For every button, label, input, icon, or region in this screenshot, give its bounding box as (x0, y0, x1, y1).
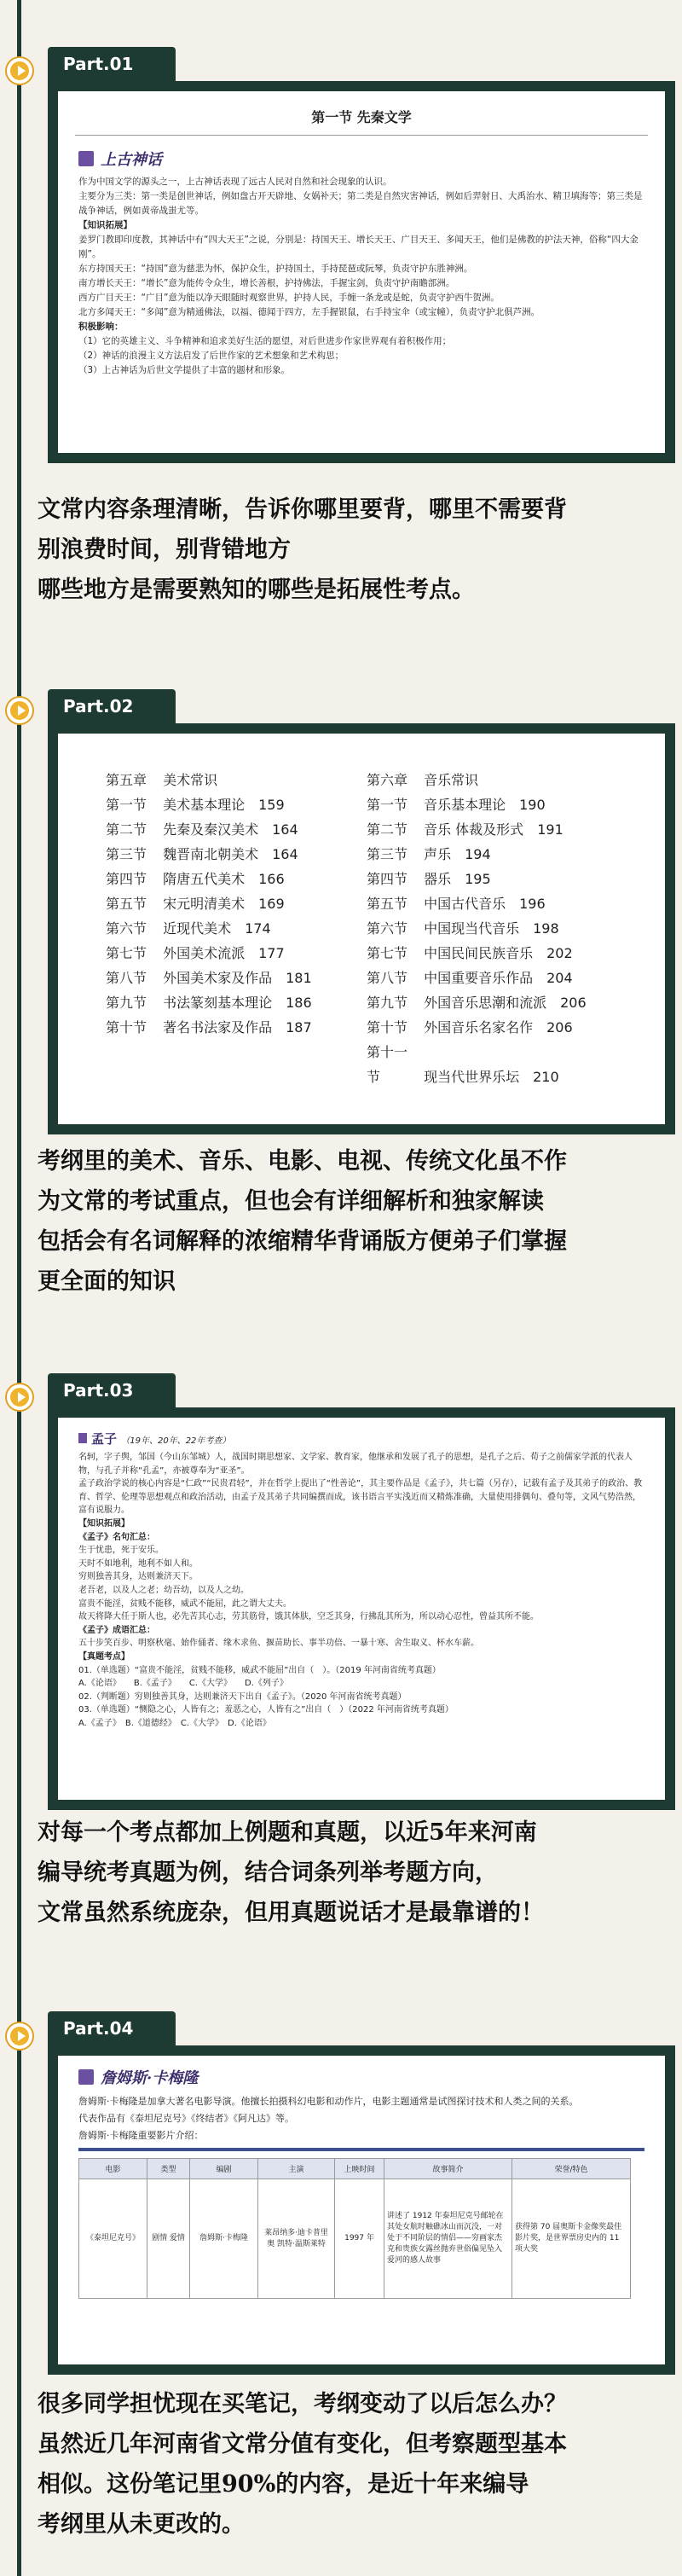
body-line: 《孟子》名句汇总： (78, 1532, 155, 1542)
toc-row: 第十节 外国音乐名家名作 206 (367, 1019, 573, 1036)
body-line: 生于忧患，死于安乐。 (78, 1546, 164, 1556)
body-line: 【知识拓展】 (78, 220, 132, 230)
caption-line: 为文常的考试重点，但也会有详细解析和独家解读 (38, 1188, 544, 1215)
body-line: 老吾老，以及人之老；幼吾幼，以及人之幼。 (78, 1585, 249, 1595)
body-line: 五十步笑百步、明察秋毫、始作俑者、缘木求鱼、揠苗助长、事半功倍、一暴十寒、舍生取义、杯水车薪。 (78, 1639, 479, 1649)
body-line: 主要分为三类：第一类是创世神话，例如盘古开天辟地、女娲补天；第二类是自然灾害神话，例如后羿射日、大禹治水、精卫填海等；第三类是战争神话，例如黄帝战蚩尤等。 (78, 191, 643, 216)
body-line: 穷则独善其身，达则兼济天下。 (78, 1572, 198, 1582)
caption-line: 文常内容条理清晰，告诉你哪里要背，哪里不需要背 (38, 496, 567, 523)
caption-line: 编导统考真题为例，结合词条列举考题方向， (38, 1859, 498, 1886)
toc-row: 第七节 中国民间民族音乐 202 (367, 945, 573, 961)
toc-row: 第七节 外国美术流派 177 (106, 945, 285, 961)
doc-body (58, 1451, 665, 1730)
toc-row: 第十一节 现当代世界乐坛 210 (367, 1044, 559, 1085)
caption-line: 虽然近几年河南省文常分值有变化，但考察题型基本 (38, 2431, 567, 2457)
body-line: （1）它的英雄主义、斗争精神和追求美好生活的愿望，对后世进步作家世界观有着积极作用； (78, 336, 452, 346)
body-line: 北方多闻天王：“多闻”意为精通佛法，以福、德闻于四方，左手握银鼠，右手持宝伞（或宝幢），负责守护北俱芦洲。 (78, 307, 540, 317)
divider (78, 2148, 644, 2151)
toc-row: 第三节 魏晋南北朝美术 164 (106, 846, 298, 862)
part-tab: Part.04 (48, 2011, 176, 2045)
part-01-frame (48, 81, 675, 463)
body-line: 天时不如地利，地利不如人和。 (78, 1558, 198, 1569)
doc-title: 第一节 先秦文学 (75, 91, 648, 136)
doc-body (58, 2093, 665, 2144)
toc-row: 第三节 声乐 194 (367, 846, 491, 862)
body-line: 东方持国天王：“持国”意为慈悲为怀，保护众生，护持国土，手持琵琶或阮琴，负责守护东胜神洲。 (78, 264, 473, 274)
toc-row: 第一节 音乐基本理论 190 (367, 797, 546, 813)
toc-row: 第六章 音乐常识 (367, 772, 479, 788)
toc-row: 第六节 近现代美术 174 (106, 920, 271, 937)
caption-line: 更全面的知识 (38, 1268, 176, 1295)
caption-line: 很多同学担忧现在买笔记，考纲变动了以后怎么办？ (38, 2391, 567, 2417)
play-circle-icon (7, 698, 32, 723)
caption-line: 哪些地方是需要熟知的哪些是拓展性考点。 (38, 577, 475, 603)
toc-row: 第八节 中国重要音乐作品 204 (367, 970, 573, 986)
toc-row: 第八节 外国美术家及作品 181 (106, 970, 312, 986)
body-line: 西方广目天王：“广目”意为能以净天眼随时观察世界，护持人民，手缠一条龙或是蛇，负责守护西牛贺洲。 (78, 293, 500, 303)
part-tab: Part.01 (48, 47, 176, 81)
body-line: （2）神话的浪漫主义方法启发了后世作家的艺术想象和艺术构思； (78, 351, 344, 361)
toc-row: 第五章 美术常识 (106, 772, 218, 788)
caption-line: 包括会有名词解释的浓缩精华背诵版方便弟子们掌握 (38, 1228, 567, 1255)
body-line: 名轲，字子舆，邹国（今山东邹城）人，战国时期思想家、文学家、教育家，他继承和发展了孔子的思想，是孔子之后、荀子之前儒家学派的代表人物，与孔子并称“孔孟”，亦被尊奉为“亚圣”。 (78, 1453, 633, 1476)
toc-row: 第四节 隋唐五代美术 166 (106, 871, 285, 887)
toc-row: 第五节 中国古代音乐 196 (367, 896, 546, 912)
toc-left-column (106, 768, 367, 1089)
body-line: 【真题考点】 (78, 1651, 130, 1662)
toc-row: 第二节 先秦及秦汉美术 164 (106, 821, 298, 838)
book-icon (78, 151, 94, 166)
body-line: 富贵不能淫，贫贱不能移，威武不能屈，此之谓大丈夫。 (78, 1598, 292, 1609)
part-03-section (48, 1373, 675, 1800)
entry-heading: 詹姆斯·卡梅隆 (78, 2066, 644, 2088)
table-header-row: 电影 类型 编剧 主演 上映时间 故事简介 荣誉/特色 (79, 2159, 631, 2179)
body-line: （3）上古神话为后世文学提供了丰富的题材和形象。 (78, 365, 291, 375)
part-02-caption (38, 1141, 634, 1302)
body-line: A.《孟子》 B.《道德经》 C.《大学》 D.《论语》 (78, 1718, 271, 1728)
part-04-section (48, 2011, 675, 2378)
part-02-frame (48, 723, 675, 1134)
toc-row: 第六节 中国现当代音乐 198 (367, 920, 559, 937)
body-line: 詹姆斯·卡梅隆重要影片介绍： (78, 2130, 204, 2141)
play-circle-icon (7, 2023, 32, 2049)
caption-line: 文常虽然系统庞杂，但用真题说话才是最靠谱的！ (38, 1900, 544, 1926)
sub-heading: 上古神话 (78, 148, 644, 170)
table-row: 《泰坦尼克号》 剧情 爱情 詹姆斯·卡梅隆 莱昂纳多·迪卡普里奥 凯特·温斯莱特 1997 年 讲述了 1912 年泰坦尼克号邮轮在其处女航时触礁冰山而沉没，一对处于不同阶层的情侣——穷画家杰克和贵族女露丝抛弃世俗偏见坠入爱河的感人故事 获得第 70 届奥斯卡金像奖最佳影片奖，是世界票房史内的 11 项大奖 (79, 2179, 631, 2299)
body-line: 【知识拓展】 (78, 1518, 130, 1529)
caption-line: 考纲里的美术、音乐、电影、电视、传统文化虽不作 (38, 1148, 567, 1175)
play-circle-icon (7, 1384, 32, 1410)
part-04-frame (48, 2045, 675, 2375)
toc-row: 第十节 著名书法家及作品 187 (106, 1019, 312, 1036)
body-line: 南方增长天王：“增长”意为能传令众生，增长善根，护持佛法，手握宝剑，负责守护南瞻部洲。 (78, 278, 455, 288)
body-line: 《孟子》成语汇总： (78, 1625, 155, 1635)
body-line: 积极影响： (78, 322, 124, 332)
body-line: 01.（单选题）“富贵不能淫，贫贱不能移，威武不能屈”出自（ ）。（2019 年河南省统考真题） (78, 1665, 441, 1675)
caption-line: 对每一个考点都加上例题和真题，以近5年来河南 (38, 1819, 537, 1846)
body-line: 03.（单选题）“恻隐之心，人皆有之；羞恶之心，人皆有之”出自（ ）（2022 年河南省统考真题） (78, 1705, 454, 1715)
caption-line: 考纲里从未更改的。 (38, 2511, 245, 2538)
play-circle-icon (7, 58, 32, 84)
entry-heading: 孟子 （19年、20年、22年考查） (78, 1430, 644, 1448)
body-line: 作为中国文学的源头之一，上古神话表现了远古人民对自然和社会现象的认识。 (78, 177, 392, 187)
part-03-caption (38, 1813, 634, 1933)
body-line: 詹姆斯·卡梅隆是加拿大著名电影导演。他擅长拍摄科幻电影和动作片，电影主题通常是试图探讨技术和人类之间的关系。 (78, 2096, 579, 2107)
films-table (78, 2158, 631, 2299)
caption-line: 别浪费时间，别背错地方 (38, 537, 291, 563)
part-01-section (48, 47, 675, 490)
toc-row: 第二节 音乐 体裁及形式 191 (367, 821, 564, 838)
toc-row: 第一节 美术基本理论 159 (106, 797, 285, 813)
toc-right-column (367, 768, 627, 1089)
part-tab: Part.03 (48, 1373, 176, 1407)
caption-line: 相似。这份笔记里90%的内容，是近十年来编导 (38, 2471, 529, 2498)
table-of-contents (58, 734, 665, 1089)
part-04-caption (38, 2384, 634, 2544)
book-icon (78, 1433, 87, 1443)
toc-row: 第四节 器乐 195 (367, 871, 491, 887)
body-line: 孟子政治学说的核心内容是“仁政”“民贵君轻”，并在哲学上提出了“性善论”，其主要作品是《孟子》，共七篇（另存），记载有孟子及其弟子的政治、教育、哲学、伦理等思想观点和政治活动，由孟子及其弟子共同编撰而成，该书语言平实浅近而又精炼准确，大量使用排偶句、叠句等，文风气势浩然，富有说服力。 (78, 1479, 643, 1516)
body-line: A.《论语》 B.《孟子》 C.《大学》 D.《列子》 (78, 1679, 288, 1689)
toc-row: 第五节 宋元明清美术 169 (106, 896, 285, 912)
part-tab: Part.02 (48, 689, 176, 723)
toc-row: 第九节 书法篆刻基本理论 186 (106, 995, 312, 1011)
part-03-frame (48, 1407, 675, 1810)
book-icon (78, 2069, 94, 2085)
body-line: 02.（判断题）穷则独善其身，达则兼济天下出自《孟子》。（2020 年河南省统考真题） (78, 1691, 407, 1702)
body-line: 代表作品有《泰坦尼克号》《终结者》《阿凡达》等。 (78, 2113, 294, 2124)
body-line: 姜罗门教即印度教，其神话中有“四大天王”之说，分别是：持国天王、增长天王、广目天王、多闻天王，他们是佛教的护法天神，俗称“四大金刚”。 (78, 235, 639, 259)
toc-row: 第九节 外国音乐思潮和流派 206 (367, 995, 587, 1011)
timeline-rail (17, 0, 21, 2576)
part-01-caption (38, 490, 634, 610)
doc-body (58, 175, 665, 378)
part-02-section (48, 689, 675, 1133)
body-line: 故天将降大任于斯人也，必先苦其心志，劳其筋骨，饿其体肤，空乏其身，行拂乱其所为，所以动心忍性，曾益其所不能。 (78, 1612, 539, 1622)
